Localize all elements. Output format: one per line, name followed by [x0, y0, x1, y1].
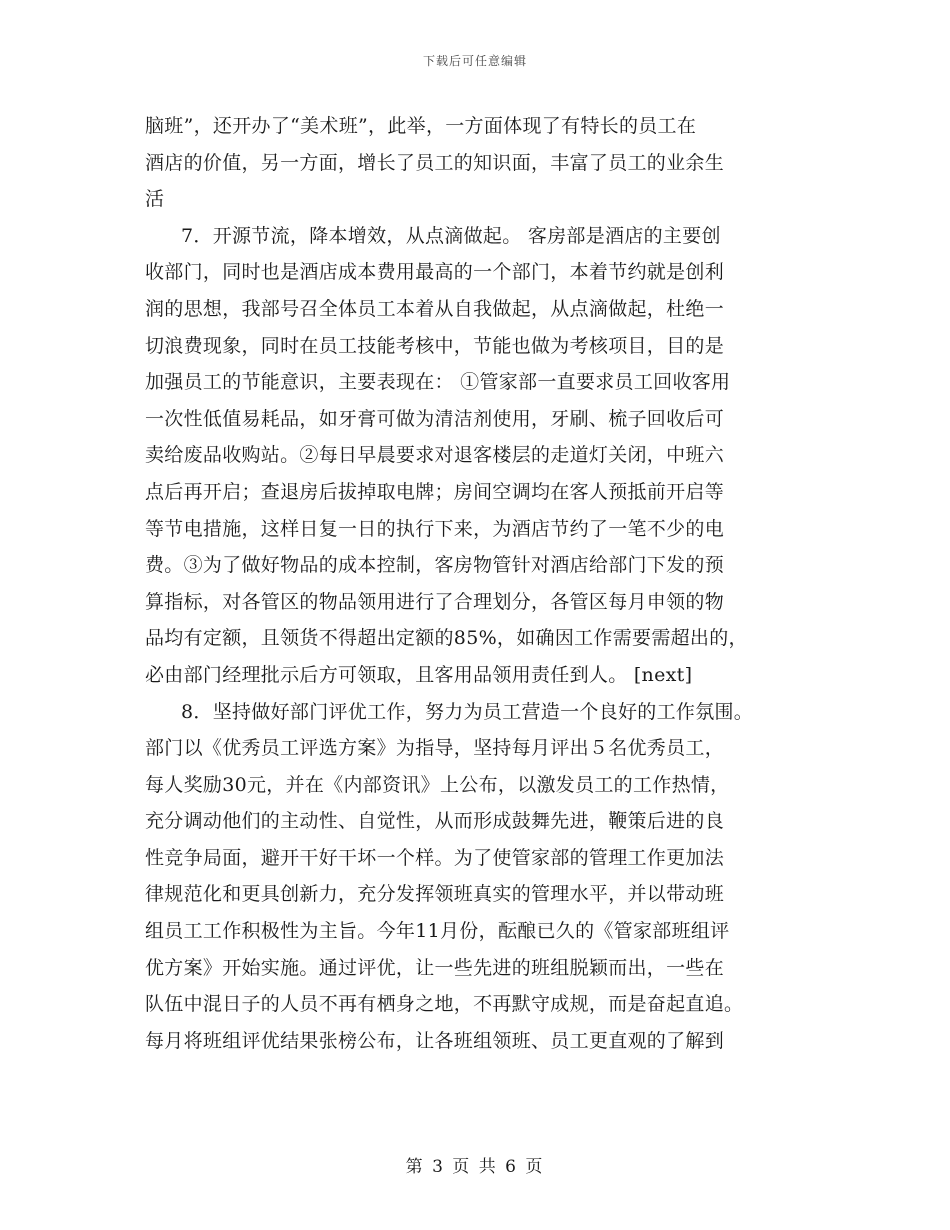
text-line: 酒店的价值，另一方面，增长了员工的知识面，丰富了员工的业余生 [145, 151, 725, 174]
text-line: 一次性低值易耗品，如牙膏可做为清洁剂使用，牙刷、梳子回收后可 [145, 407, 725, 430]
body-text [145, 108, 810, 1059]
text-line: 等节电措施，这样日复一日的执行下来，为酒店节约了一笔不少的电 [145, 517, 725, 540]
text-line: 收部门，同时也是酒店成本费用最高的一个部门，本着节约就是创利 [145, 261, 725, 284]
text-line: 充分调动他们的主动性、自觉性，从而形成鼓舞先进，鞭策后进的良 [145, 810, 725, 833]
text-line: 队伍中混日子的人员不再有栖身之地，不再默守成规，而是奋起直追。 [145, 993, 744, 1016]
text-line: 算指标，对各管区的物品领用进行了合理划分，各管区每月申领的物 [145, 590, 725, 613]
text-line: 活 [145, 188, 165, 211]
text-line: 点后再开启；查退房后拔掉取电牌；房间空调均在客人预抵前开启等 [145, 480, 725, 503]
text-line: 费。③为了做好物品的成本控制，客房物管针对酒店给部门下发的预 [145, 554, 725, 577]
text-line: 律规范化和更具创新力，充分发挥领班真实的管理水平，并以带动班 [145, 883, 725, 906]
text-line: 必由部门经理批示后方可领取，且客用品领用责任到人。 [next] [145, 663, 693, 686]
text-line: 脑班”，还开办了“美术班”，此举，一方面体现了有特长的员工在 [145, 115, 697, 137]
text-line: 每月将班组评优结果张榜公布，让各班组领班、员工更直观的了解到 [145, 1029, 725, 1052]
text-line: 部门以《优秀员工评选方案》为指导，坚持每月评出５名优秀员工， [145, 737, 725, 760]
paragraph-7-start: 7．开源节流，降本增效，从点滴做起。 客房部是酒店的主要创 [181, 224, 721, 247]
text-line: 优方案》开始实施。通过评优，让一些先进的班组脱颖而出，一些在 [145, 956, 725, 979]
text-line: 性竞争局面，避开干好干坏一个样。为了使管家部的管理工作更加法 [145, 846, 725, 869]
text-line: 品均有定额，且领货不得超出定额的85%，如确因工作需要需超出的， [145, 627, 748, 650]
header-note: 下载后可任意编辑 [422, 54, 527, 68]
text-line: 卖给废品收购站。②每日早晨要求对退客楼层的走道灯关闭，中班六 [145, 444, 725, 467]
page-number: 第 3 页 共 6 页 [405, 1157, 545, 1177]
text-line: 组员工工作积极性为主旨。今年11月份，酝酿已久的《管家部班组评 [145, 920, 730, 943]
text-line: 润的思想，我部号召全体员工本着从自我做起，从点滴做起，杜绝一 [145, 297, 725, 320]
text-line: 加强员工的节能意识，主要表现在： ①管家部一直要求员工回收客用 [145, 371, 731, 394]
paragraph-8-start: 8．坚持做好部门评优工作，努力为员工营造一个良好的工作氛围。 [181, 700, 754, 723]
text-line: 切浪费现象，同时在员工技能考核中，节能也做为考核项目，目的是 [145, 334, 725, 357]
text-line: 每人奖励30元，并在《内部资讯》上公布，以激发员工的工作热情， [145, 773, 730, 796]
